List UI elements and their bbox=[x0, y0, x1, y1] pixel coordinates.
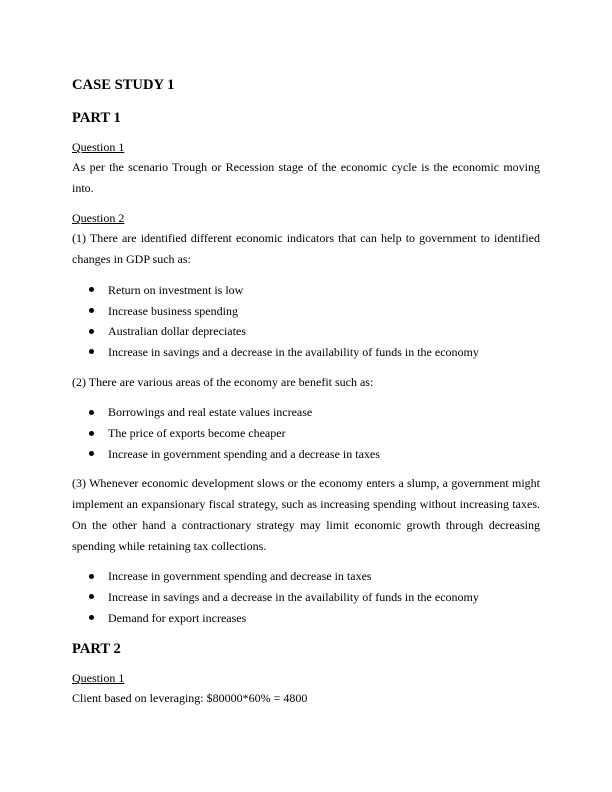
part-1-heading: PART 1 bbox=[72, 110, 121, 126]
part-1-question-2-label: Question 2 bbox=[72, 211, 125, 226]
list-item: Increase in government spending and a decrease in taxes bbox=[72, 444, 540, 465]
list-item: Australian dollar depreciates bbox=[72, 321, 540, 342]
benefits-list bbox=[72, 402, 540, 464]
question-2-paragraph-2: (2) There are various areas of the economy are benefit such as: bbox=[72, 374, 374, 389]
list-item: Borrowings and real estate values increase bbox=[72, 402, 540, 423]
list-item: The price of exports become cheaper bbox=[72, 423, 540, 444]
part-2-question-1-answer: Client based on leveraging: $80000*60% = 4800 bbox=[72, 691, 308, 706]
part-2-heading: PART 2 bbox=[72, 641, 121, 658]
part-1-question-1-label: Question 1 bbox=[72, 140, 125, 154]
list-item: Increase business spending bbox=[72, 301, 540, 322]
list-item: Return on investment is low bbox=[72, 280, 540, 301]
part-2-question-1-label: Question 1 bbox=[72, 671, 125, 686]
strategy-list bbox=[72, 566, 540, 628]
list-item: Increase in government spending and decrease in taxes bbox=[72, 566, 540, 587]
list-item: Demand for export increases bbox=[72, 608, 540, 629]
part-1-question-1-answer: As per the scenario Trough or Recession stage of the economic cycle is the economic moving into. bbox=[72, 160, 540, 195]
question-2-paragraph-3: (3) Whenever economic development slows or the economy enters a slump, a government might implement an expansionary fiscal strategy, such as increasing spending without increasing taxes. On the other hand a contractionary strategy may limit economic growth through decreasing spending while retaining tax collections. bbox=[72, 476, 540, 553]
document-title: CASE STUDY 1 bbox=[72, 77, 175, 93]
indicators-list bbox=[72, 280, 540, 363]
list-item: Increase in savings and a decrease in the availability of funds in the economy bbox=[72, 587, 540, 608]
question-2-paragraph-1: (1) There are identified different economic indicators that can help to government to identified changes in GDP such as: bbox=[72, 231, 540, 267]
list-item: Increase in savings and a decrease in the availability of funds in the economy bbox=[72, 342, 540, 363]
document-page bbox=[72, 74, 540, 709]
